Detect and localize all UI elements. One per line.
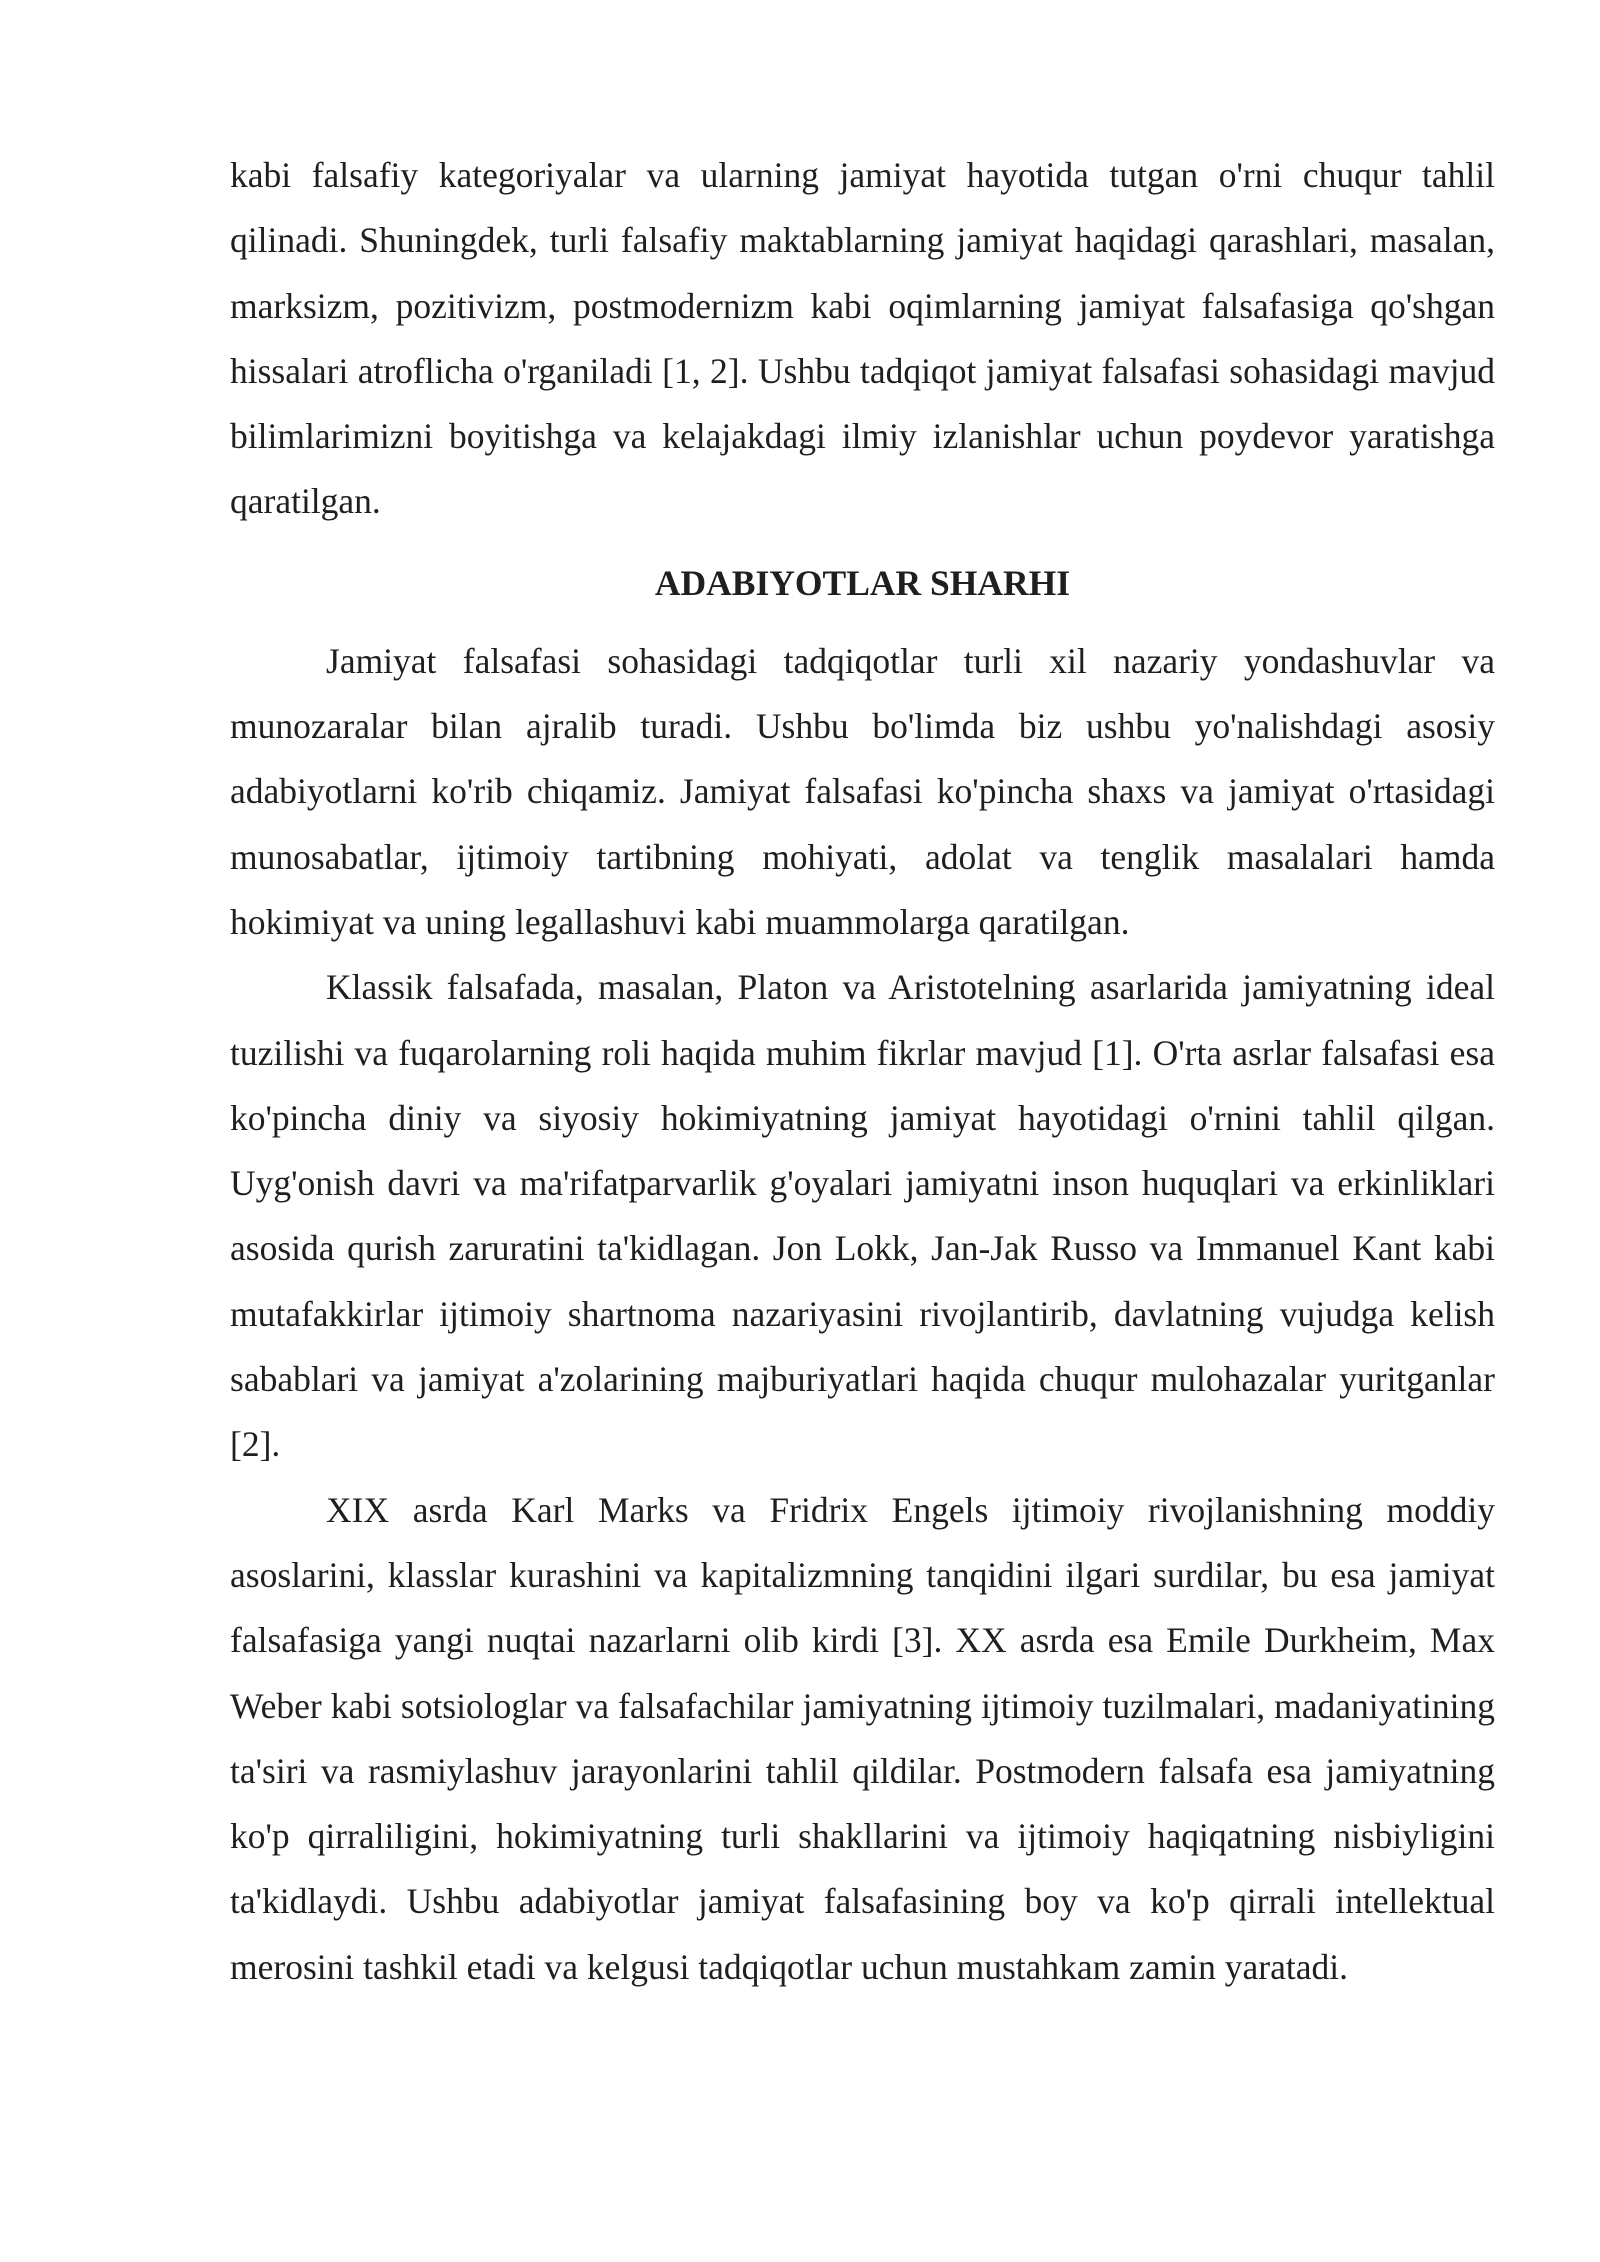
body-paragraph-2: Klassik falsafada, masalan, Platon va Aristotelning asarlarida jamiyatning ideal tuzilishi va fuqarolarning roli haqida muhim fikrlar mavjud [1]. O'rta asrlar falsafasi esa ko'pincha diniy va siyosiy hokimiyatning jamiyat hayotidagi o'rnini tahlil qilgan. Uyg'onish davri va ma'rifatparvarlik g'oyalari jamiyatni inson huquqlari va erkinliklari asosida qurish zaruratini ta'kidlagan. Jon Lokk, Jan-Jak Russo va Immanuel Kant kabi mutafakkirlar ijtimoiy shartnoma nazariyasini rivojlantirib, davlatning vujudga kelish sabablari va jamiyat a'zolarining majburiyatlari haqida chuqur mulohazalar yuritganlar [2]. [230, 967, 1495, 1465]
document-page [230, 143, 1495, 2000]
section-heading: ADABIYOTLAR SHARHI [654, 562, 1071, 603]
body-paragraph-1: Jamiyat falsafasi sohasidagi tadqiqotlar turli xil nazariy yondashuvlar va munozaralar bilan ajralib turadi. Ushbu bo'limda biz ushbu yo'nalishdagi asosiy adabiyotlarni ko'rib chiqamiz. Jamiyat falsafasi ko'pincha shaxs va jamiyat o'rtasidagi munosabatlar, ijtimoiy tartibning mohiyati, adolat va tenglik masalalari hamda hokimiyat va uning legallashuvi kabi muammolarga qaratilgan. [230, 640, 1495, 942]
body-paragraph-3: XIX asrda Karl Marks va Fridrix Engels ijtimoiy rivojlanishning moddiy asoslarini, klasslar kurashini va kapitalizmning tanqidini ilgari surdilar, bu esa jamiyat falsafasiga yangi nuqtai nazarlarni olib kirdi [3]. XX asrda esa Emile Durkheim, Max Weber kabi sotsiologlar va falsafachilar jamiyatning ijtimoiy tuzilmalari, madaniyatining ta'siri va rasmiylashuv jarayonlarini tahlil qildilar. Postmodern falsafa esa jamiyatning ko'p qirraliligini, hokimiyatning turli shakllarini va ijtimoiy haqiqatning nisbiyligini ta'kidlaydi. Ushbu adabiyotlar jamiyat falsafasining boy va ko'p qirrali intellektual merosini tashkil etadi va kelgusi tadqiqotlar uchun mustahkam zamin yaratadi. [230, 1489, 1495, 1987]
intro-paragraph: kabi falsafiy kategoriyalar va ularning jamiyat hayotida tutgan o'rni chuqur tahlil qilinadi. Shuningdek, turli falsafiy maktablarning jamiyat haqidagi qarashlari, masalan, marksizm, pozitivizm, postmodernizm kabi oqimlarning jamiyat falsafasiga qo'shgan hissalari atroflicha o'rganiladi [1, 2]. Ushbu tadqiqot jamiyat falsafasi sohasidagi mavjud bilimlarimizni boyitishga va kelajakdagi ilmiy izlanishlar uchun poydevor yaratishga qaratilgan. [230, 155, 1495, 522]
